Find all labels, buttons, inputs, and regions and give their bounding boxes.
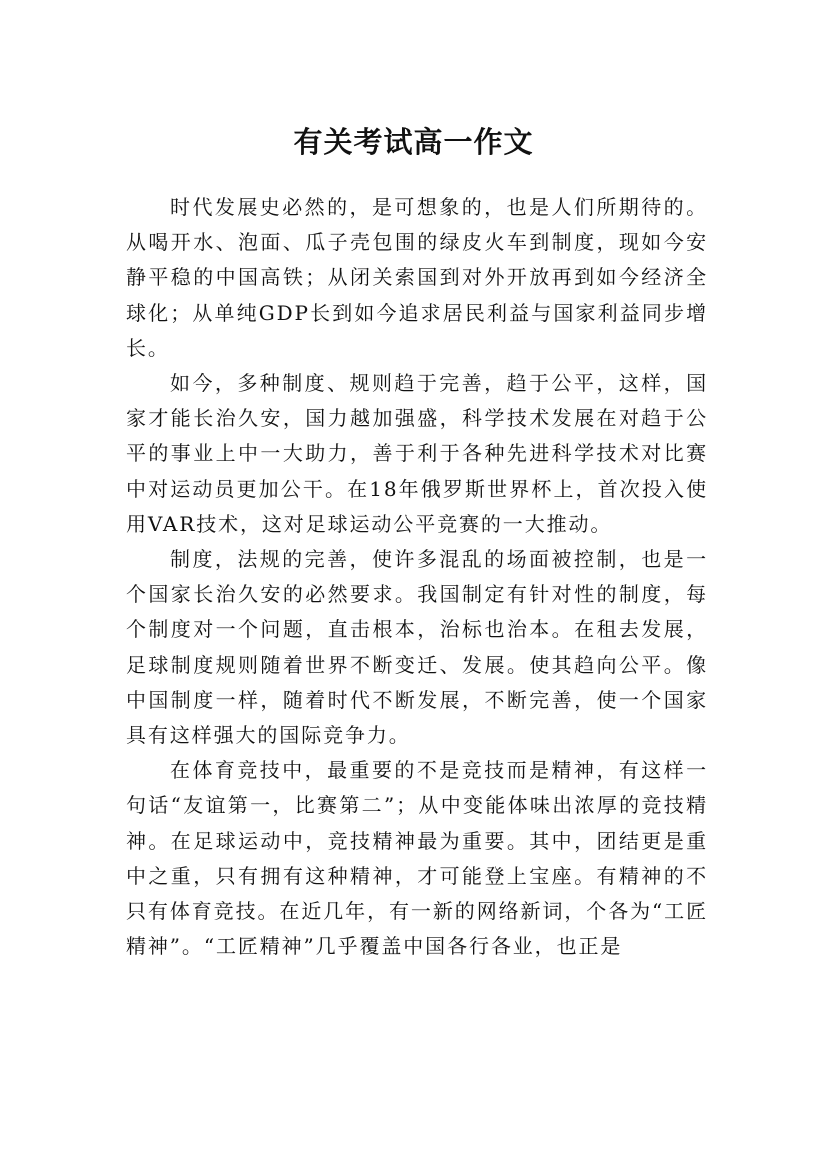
paragraph: 在体育竞技中，最重要的不是竞技而是精神，有这样一句话“友谊第一，比赛第二”；从中变能体味出浓厚的竞技精神。在足球运动中，竞技精神最为重要。其中，团结更是重中之重，只有拥有这种精神，才可能登上宝座。有精神的不只有体育竞技。在近几年，有一新的网络新词，个各为“工匠精神”。“工匠精神”几乎覆盖中国各行各业，也正是 bbox=[126, 758, 708, 959]
paragraph: 如今，多种制度、规则趋于完善，趋于公平，这样，国家才能长治久安，国力越加强盛，科学技术发展在对趋于公平的事业上中一大助力，善于利于各种先进科学技术对比赛中对运动员更加公干。在18年俄罗斯世界杯上，首次投入使用VAR技术，这对足球运动公平竞赛的一大推动。 bbox=[126, 371, 708, 536]
paragraph: 时代发展史必然的，是可想象的，也是人们所期待的。从喝开水、泡面、瓜子壳包围的绿皮火车到制度，现如今安静平稳的中国高铁；从闭关索国到对外开放再到如今经济全球化；从单纯GDP长到如今追求居民利益与国家利益同步增长。 bbox=[126, 195, 708, 360]
paragraph: 制度，法规的完善，使许多混乱的场面被控制，也是一个国家长治久安的必然要求。我国制定有针对性的制度，每个制度对一个问题，直击根本，治标也治本。在租去发展，足球制度规则随着世界不断变迁、发展。使其趋向公平。像中国制度一样，随着时代不断发展，不断完善，使一个国家具有这样强大的国际竞争力。 bbox=[126, 547, 708, 748]
document-body bbox=[126, 190, 708, 964]
document-title: 有关考试高一作文 bbox=[293, 125, 534, 160]
